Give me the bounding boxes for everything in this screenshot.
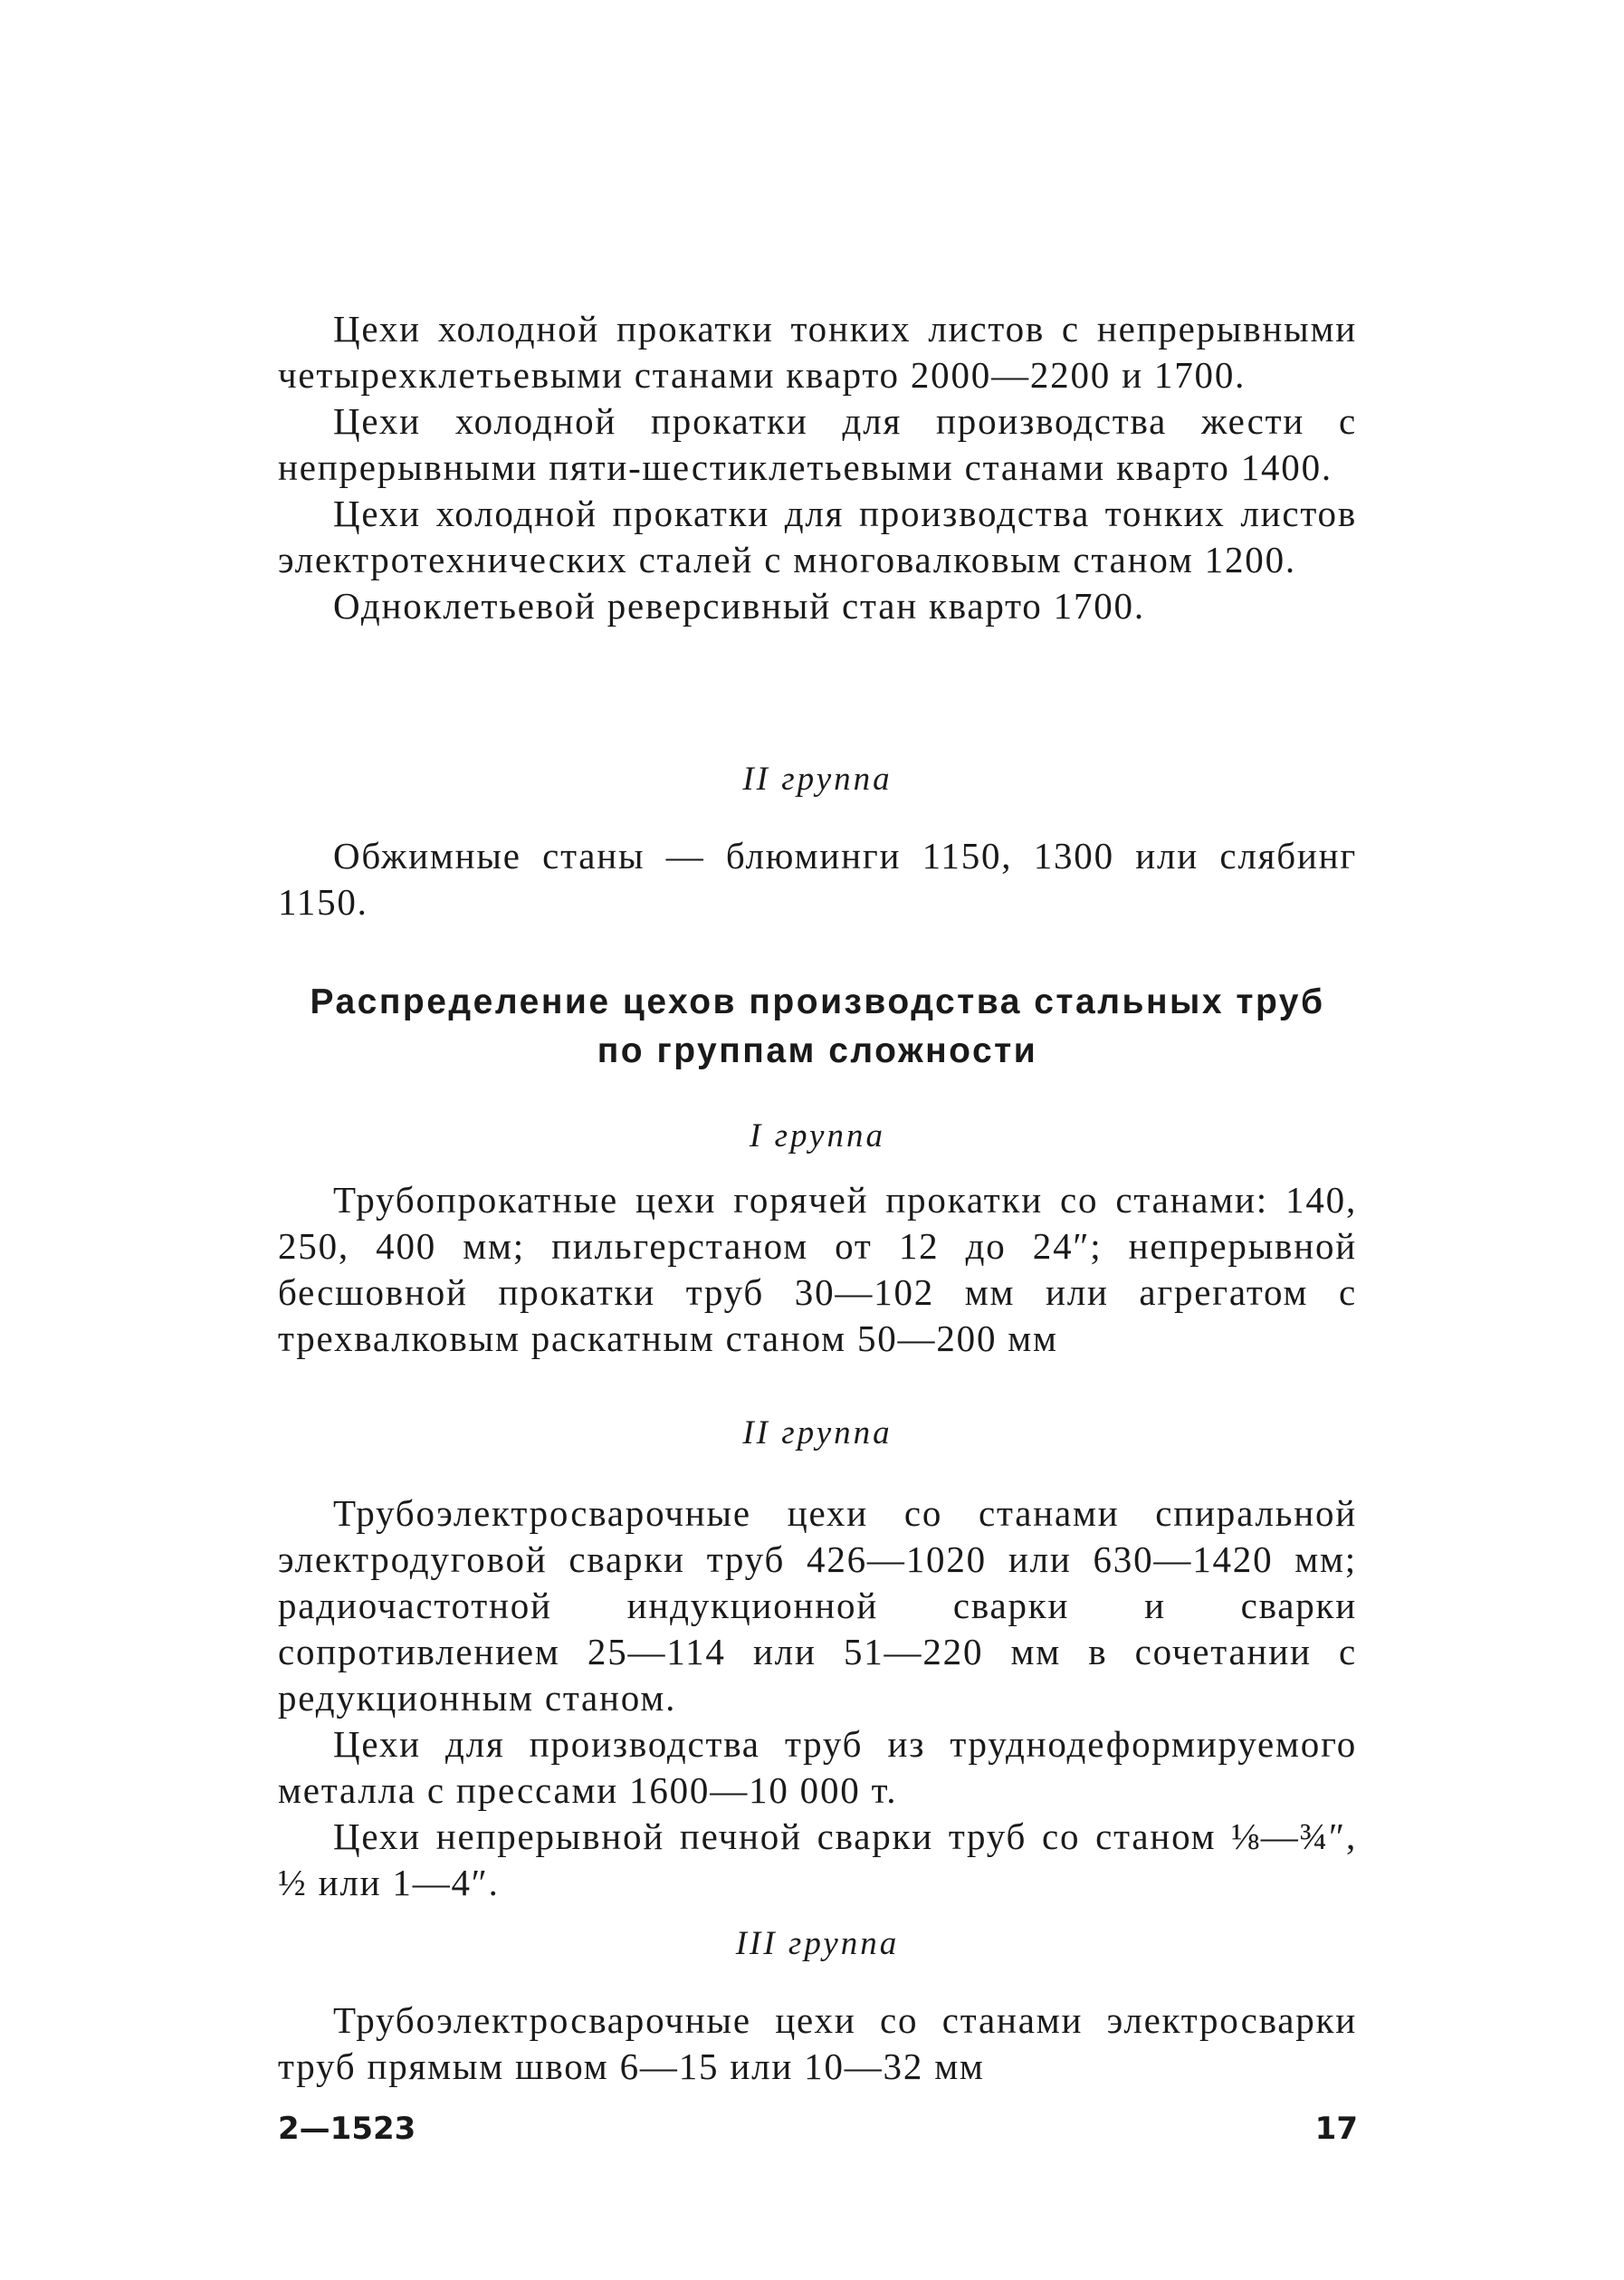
group-heading-iii: III группа <box>735 1925 900 1962</box>
block-blooming <box>278 833 1357 925</box>
block-straight-seam <box>278 1997 1357 2090</box>
paragraph: Цехи непрерывной печной сварки труб со станом ⅛—¾″, ½ или 1—4″. <box>278 1815 1357 1903</box>
page-number: 17 <box>1314 2111 1358 2147</box>
paragraph: Цехи холодной прокатки для производства тонких листов электротехнических сталей с многовалковым станом 1200. <box>278 493 1357 580</box>
paragraph: Цехи для производства труб из труднодеформируемого металла с прессами 1600—10 000 т. <box>278 1723 1357 1811</box>
paragraph: Трубоэлектросварочные цехи со станами спиральной электродуговой сварки труб 426—1020 или 630—1420 мм; радиочастотной индукционной сварки и сварки сопротивлением 25—114 или 51—220 мм в сочетании с редукционным станом. <box>278 1492 1357 1719</box>
paragraph: Цехи холодной прокатки для производства жести с непрерывными пяти-шестиклетьевыми станами кварто 1400. <box>278 400 1357 488</box>
section-title <box>278 978 1357 1076</box>
paragraph: Трубоэлектросварочные цехи со станами электросварки труб прямым швом 6—15 или 10—32 мм <box>278 1999 1357 2087</box>
group-heading-i: I группа <box>750 1117 885 1154</box>
block-pipe-welding <box>278 1490 1357 1906</box>
printer-signature: 2—1523 <box>278 2111 416 2147</box>
paragraph: Обжимные станы — блюминги 1150, 1300 или слябинг 1150. <box>278 835 1357 923</box>
section-title-line: по группам сложности <box>597 1031 1038 1070</box>
section-title-line: Распределение цехов производства стальных труб <box>310 982 1325 1021</box>
group-heading-ii: II группа <box>742 1414 893 1451</box>
block-pipe-rolling <box>278 1177 1357 1362</box>
group-heading-ii: II группа <box>742 761 893 798</box>
paragraph: Трубопрокатные цехи горячей прокатки со станами: 140, 250, 400 мм; пильгерстаном от 12 до 24″; непрерывной бесшовной прокатки труб 30—102 мм или агрегатом с трехвалковым раскатным станом 50—200 мм <box>278 1179 1357 1359</box>
block-cold-rolling <box>278 306 1357 629</box>
paragraph: Одноклетьевой реверсивный стан кварто 1700. <box>333 585 1145 627</box>
paragraph: Цехи холодной прокатки тонких листов с непрерывными четырехклетьевыми станами кварто 2000—2200 и 1700. <box>278 308 1357 396</box>
